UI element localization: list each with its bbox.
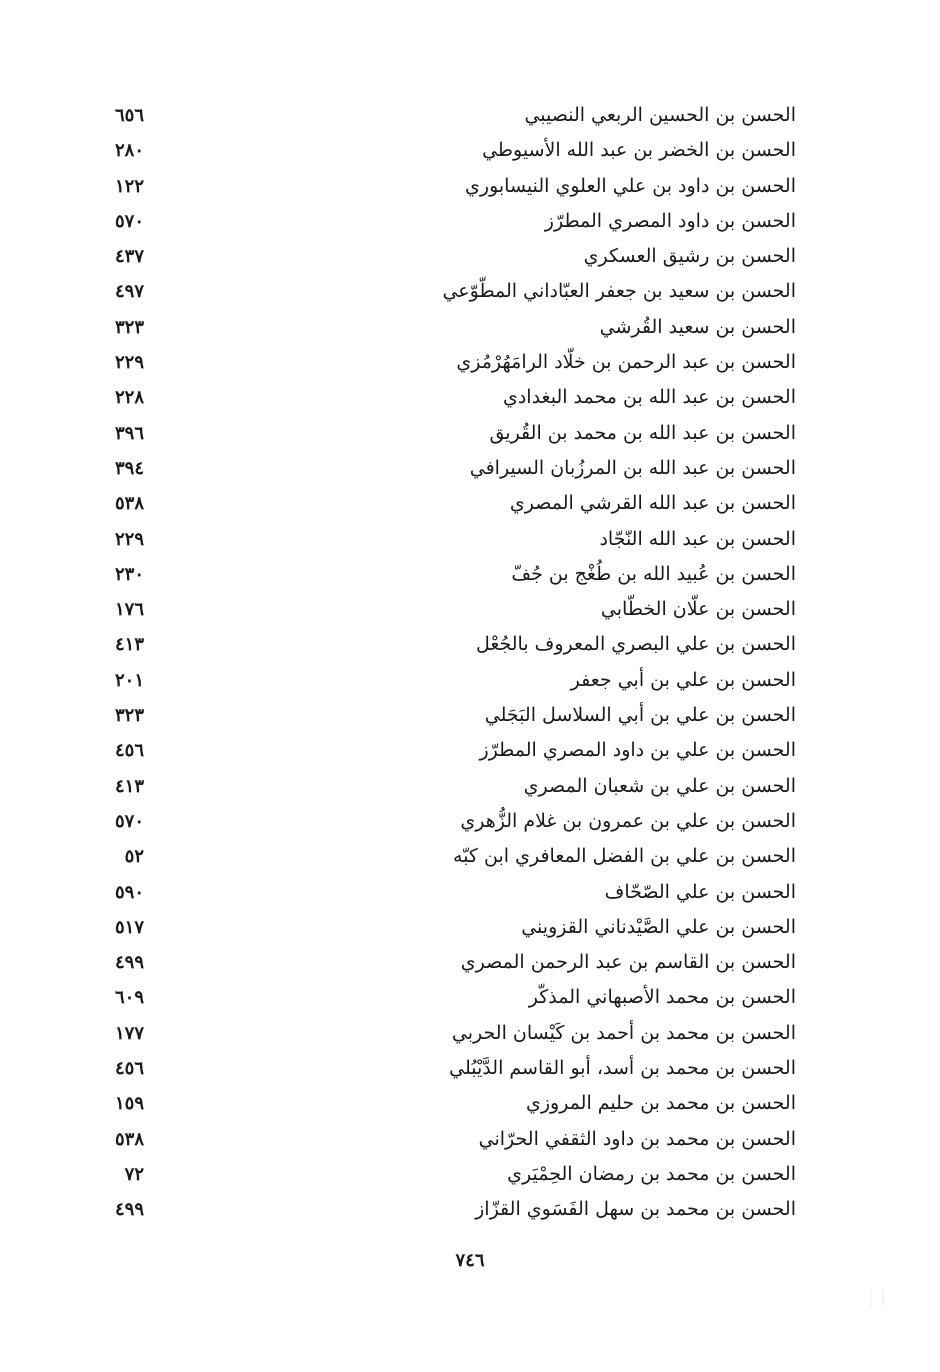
entry-page-number: ٣٩٦: [114, 422, 144, 444]
entry-name: الحسن بن علي بن أبي السلاسل البَجَلي: [484, 704, 796, 727]
entry-name: الحسن بن داود المصري المطرّز: [544, 209, 796, 232]
index-entry: [100, 1051, 800, 1086]
entry-page-number: ٤١٣: [114, 775, 144, 797]
index-entry: [100, 1016, 800, 1051]
entry-name: الحسن بن عبد الله بن المرزُبان السيرافي: [469, 456, 796, 479]
index-entry: [100, 910, 800, 945]
entry-page-number: ٥٣٨: [114, 1128, 144, 1150]
page-number: ٧٤٦: [455, 1250, 485, 1271]
entry-name: الحسن بن الخضر بن عبد الله الأسيوطي: [482, 139, 796, 162]
index-entry: [100, 133, 800, 168]
entry-page-number: ٥٧٠: [114, 210, 144, 232]
entry-page-number: ٥١٧: [114, 916, 144, 938]
index-entry: [100, 169, 800, 204]
entry-page-number: ٢٨٠: [114, 140, 144, 162]
entry-name: الحسن بن سعيد القُرشي: [599, 315, 796, 338]
index-entry: [100, 1192, 800, 1227]
index-entry: [100, 522, 800, 557]
entry-name: الحسن بن القاسم بن عبد الرحمن المصري: [460, 951, 796, 974]
index-entry: [100, 310, 800, 345]
entry-name: الحسن بن علي الصّحّاف: [604, 880, 796, 903]
entry-name: الحسن بن علي بن عمرون بن غلام الزُّهري: [460, 809, 796, 832]
entry-name: الحسن بن محمد بن حليم المروزي: [525, 1092, 796, 1115]
entry-name: الحسن بن محمد الأصبهاني المذكّر: [528, 986, 796, 1009]
index-list: [100, 98, 800, 1228]
entry-page-number: ٥٣٨: [114, 493, 144, 515]
index-entry: [100, 769, 800, 804]
entry-name: الحسن بن محمد بن داود الثقفي الحرّاني: [478, 1127, 796, 1150]
entry-name: الحسن بن عبد الله القرشي المصري: [509, 492, 796, 515]
entry-page-number: ٥٩٠: [114, 881, 144, 903]
index-entry: [100, 733, 800, 768]
entry-name: الحسن بن عبد الله النّجّاد: [599, 527, 796, 550]
entry-page-number: ٢٠١: [114, 669, 144, 691]
entry-name: الحسن بن عُبيد الله بن طُغْج بن جُفّ: [511, 562, 796, 585]
entry-page-number: ٤٥٦: [114, 1058, 144, 1080]
entry-page-number: ٢٢٩: [114, 528, 144, 550]
entry-name: الحسن بن علي بن الفضل المعافري ابن كبّه: [453, 845, 796, 868]
entry-page-number: ٤٥٦: [114, 740, 144, 762]
entry-page-number: ٤٩٩: [114, 952, 144, 974]
entry-name: الحسن بن عبد الله بن محمد البغدادي: [502, 386, 796, 409]
index-entry: [100, 416, 800, 451]
entry-page-number: ٤١٣: [114, 634, 144, 656]
entry-page-number: ٧٢: [124, 1163, 144, 1185]
entry-name: الحسن بن علي بن شعبان المصري: [523, 774, 796, 797]
index-entry: [100, 592, 800, 627]
entry-page-number: ٤٩٧: [114, 281, 144, 303]
index-entry: [100, 945, 800, 980]
entry-name: الحسن بن عبد الله بن محمد بن القُريق: [489, 421, 796, 444]
index-entry: [100, 486, 800, 521]
index-entry: [100, 1157, 800, 1192]
entry-name: الحسن بن علّان الخطّابي: [600, 598, 796, 621]
index-entry: [100, 663, 800, 698]
entry-name: الحسن بن سعيد بن جعفر العبّاداني المطّوّعي: [442, 280, 796, 303]
entry-name: الحسن بن رشيق العسكري: [583, 245, 796, 268]
index-entry: [100, 380, 800, 415]
entry-page-number: ٢٢٩: [114, 352, 144, 374]
entry-page-number: ٣٢٣: [114, 316, 144, 338]
entry-page-number: ٤٣٧: [114, 246, 144, 268]
scan-edge-marks: ⋮ ⋮ ⋮ ⋮ ⋮ ⋮: [868, 1289, 888, 1308]
entry-page-number: ٥٢: [124, 846, 144, 868]
entry-page-number: ١٧٧: [114, 1022, 144, 1044]
entry-page-number: ٥٧٠: [114, 810, 144, 832]
entry-name: الحسن بن علي الصَّيْدناني القزويني: [521, 915, 796, 938]
entry-page-number: ١٧٦: [114, 599, 144, 621]
entry-page-number: ١٥٩: [114, 1093, 144, 1115]
entry-name: الحسن بن علي بن أبي جعفر: [570, 668, 796, 691]
entry-page-number: ٦٠٩: [114, 987, 144, 1009]
entry-page-number: ٢٣٠: [114, 563, 144, 585]
entry-name: الحسن بن محمد بن رمضان الحِمْيَري: [507, 1162, 796, 1185]
entry-page-number: ٦٥٦: [114, 105, 144, 126]
entry-name: الحسن بن علي البصري المعروف بالجُعْل: [475, 633, 796, 656]
entry-name: الحسن بن محمد بن سهل الفَسَوي القزّاز: [475, 1198, 796, 1221]
index-entry: [100, 345, 800, 380]
entry-name: الحسن بن الحسين الربعي النصيبي: [524, 104, 796, 126]
index-entry: [100, 804, 800, 839]
index-entry: [100, 1086, 800, 1121]
index-entry: [100, 980, 800, 1015]
index-entry: [100, 557, 800, 592]
entry-name: الحسن بن داود بن علي العلوي النيسابوري: [465, 174, 796, 197]
entry-name: الحسن بن محمد بن أسد، أبو القاسم الدَّيْبُلي: [449, 1057, 796, 1080]
index-entry: [100, 204, 800, 239]
entry-page-number: ١٢٢: [114, 175, 144, 197]
entry-name: الحسن بن عبد الرحمن بن خلّاد الرامَهُرْمُزي: [456, 351, 796, 374]
index-entry: [100, 839, 800, 874]
index-entry: [100, 627, 800, 662]
entry-page-number: ٤٩٩: [114, 1199, 144, 1221]
index-entry: [100, 274, 800, 309]
entry-name: الحسن بن محمد بن أحمد بن كَيْسان الحربي: [451, 1021, 796, 1044]
index-entry: [100, 239, 800, 274]
entry-page-number: ٣٩٤: [114, 457, 144, 479]
index-entry: [100, 698, 800, 733]
index-entry: [100, 1122, 800, 1157]
entry-page-number: ٢٢٨: [114, 387, 144, 409]
entry-page-number: ٣٢٣: [114, 705, 144, 727]
index-entry: [100, 98, 800, 133]
entry-name: الحسن بن علي بن داود المصري المطرّز: [479, 739, 796, 762]
index-entry: [100, 451, 800, 486]
index-entry: [100, 875, 800, 910]
